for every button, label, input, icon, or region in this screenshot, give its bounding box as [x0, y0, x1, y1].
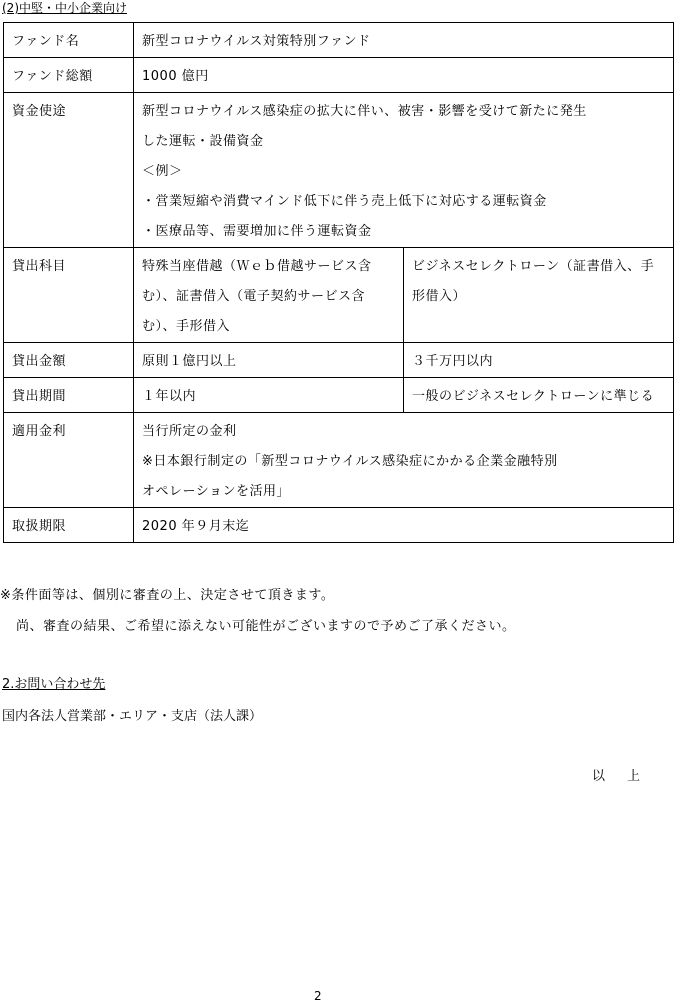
interest-rate-line: 当行所定の金利	[142, 424, 237, 439]
table-row-handling-period	[4, 508, 674, 543]
fund-use-label: 資金使途	[4, 93, 134, 248]
note-line: ※条件面等は、個別に審査の上、決定させて頂きます。	[0, 588, 335, 603]
fund-use-line: した運転・設備資金	[142, 134, 264, 149]
section-title: (2)中堅・中小企業向け	[2, 1, 127, 15]
loan-period-left: １年以内	[134, 378, 404, 413]
fund-total-label: ファンド総額	[4, 58, 134, 93]
fund-use-example: ・医療品等、需要増加に伴う運転資金	[142, 224, 372, 239]
notes	[0, 580, 516, 642]
handling-period-label: 取扱期限	[4, 508, 134, 543]
interest-rate-line: オペレーションを活用」	[142, 484, 290, 499]
fund-table	[3, 22, 674, 543]
loan-period-label: 貸出期間	[4, 378, 134, 413]
loan-amount-left: 原則１億円以上	[134, 343, 404, 378]
loan-amount-label: 貸出金額	[4, 343, 134, 378]
loan-subject-left-text: 特殊当座借越（Ｗｅｂ借越サービス含む）、証書借入（電子契約サービス含む）、手形借入	[142, 259, 372, 334]
fund-total-value: 1000 億円	[134, 58, 674, 93]
fund-use-line: 新型コロナウイルス感染症の拡大に伴い、被害・影響を受けて新たに発生	[142, 104, 587, 119]
loan-amount-right: ３千万円以内	[404, 343, 674, 378]
closing-text: 以上	[592, 769, 663, 784]
loan-subject-left	[134, 248, 404, 343]
table-row-fund-use	[4, 93, 674, 248]
table-row-loan-period	[4, 378, 674, 413]
table-row-fund-total	[4, 58, 674, 93]
fund-use-value	[134, 93, 674, 248]
interest-rate-line: ※日本銀行制定の「新型コロナウイルス感染症にかかる企業金融特別	[142, 454, 558, 469]
contact-title: 2.お問い合わせ先	[2, 677, 106, 692]
handling-period-value: 2020 年９月末迄	[134, 508, 674, 543]
loan-subject-right-text: ビジネスセレクトローン（証書借入、手形借入）	[412, 259, 655, 304]
page-number: 2	[314, 989, 322, 1003]
table-row-interest-rate	[4, 413, 674, 508]
table-row-fund-name	[4, 23, 674, 58]
loan-period-right-text: 一般のビジネスセレクトローンに準じる	[412, 389, 655, 404]
table-row-loan-amount	[4, 343, 674, 378]
fund-use-example: ・営業短縮や消費マインド低下に伴う売上低下に対応する運転資金	[142, 194, 547, 209]
interest-rate-value	[134, 413, 674, 508]
fund-name-label: ファンド名	[4, 23, 134, 58]
table-row-loan-subject	[4, 248, 674, 343]
fund-name-value: 新型コロナウイルス対策特別ファンド	[134, 23, 674, 58]
fund-use-example-heading: ＜例＞	[142, 164, 183, 179]
loan-subject-right	[404, 248, 674, 343]
contact-body: 国内各法人営業部・エリア・支店（法人課）	[2, 709, 263, 724]
loan-subject-label: 貸出科目	[4, 248, 134, 343]
interest-rate-label: 適用金利	[4, 413, 134, 508]
loan-period-right	[404, 378, 674, 413]
note-line: 尚、審査の結果、ご希望に添えない可能性がございますので予めご了承ください。	[16, 619, 516, 634]
